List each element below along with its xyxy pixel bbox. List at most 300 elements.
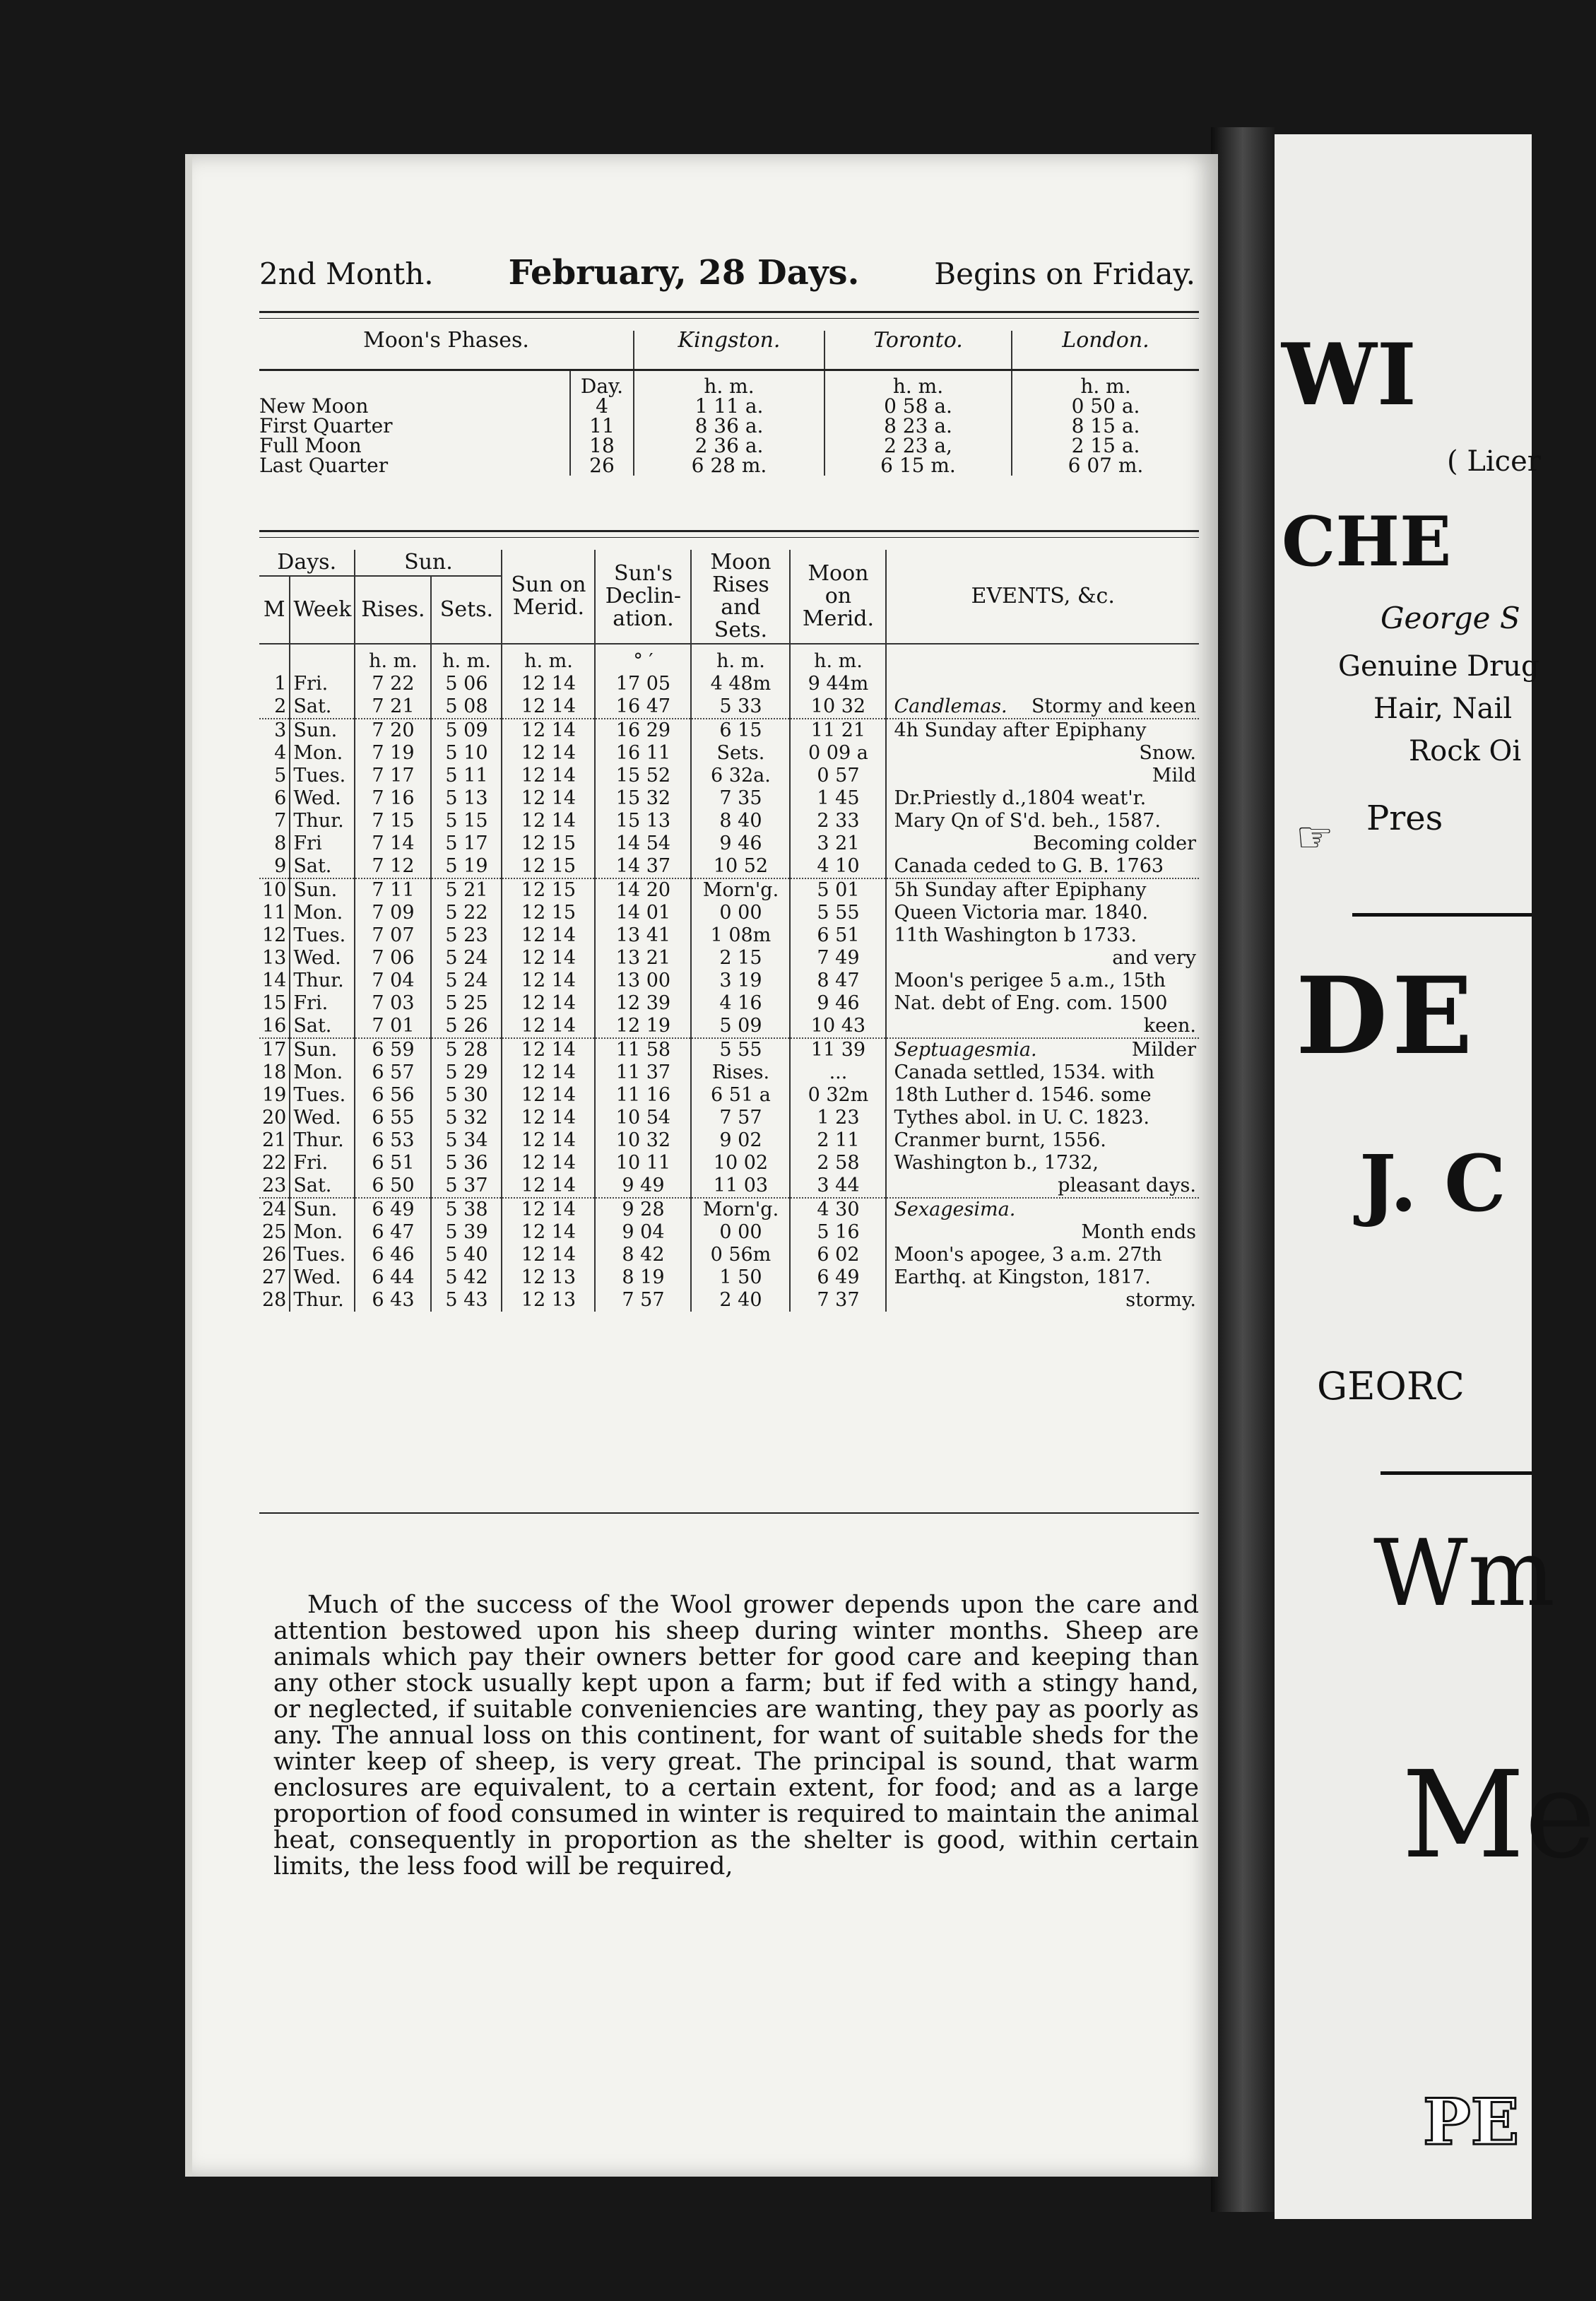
moon-merid: 2 33 <box>790 810 886 832</box>
sun-merid: 12 14 <box>502 1198 595 1221</box>
weekday: Fri. <box>290 1152 355 1175</box>
sunset: 5 38 <box>431 1198 502 1221</box>
weekday: Mon. <box>290 742 355 765</box>
event-text: Cranmer burnt, 1556. <box>894 1129 1106 1151</box>
units-rises: h. m. <box>355 644 431 673</box>
calendar-table <box>259 550 1199 1312</box>
book-gutter <box>1211 127 1275 2212</box>
event-text: 18th Luther d. 1546. some <box>894 1084 1152 1106</box>
day-number: 24 <box>259 1198 290 1221</box>
sunset: 5 30 <box>431 1084 502 1107</box>
sunset: 5 25 <box>431 992 502 1015</box>
moon-merid: 10 43 <box>790 1015 886 1038</box>
sun-merid: 12 14 <box>502 810 595 832</box>
day-number: 11 <box>262 902 287 924</box>
weekday: Wed. <box>290 787 355 810</box>
advert-line: George S <box>1381 601 1520 635</box>
event-cell <box>886 719 1199 742</box>
calendar-row <box>259 878 1199 902</box>
day-number: 10 <box>259 878 290 902</box>
moon-rise-set: 10 52 <box>691 855 790 878</box>
phase-name: Last Quarter <box>259 454 389 477</box>
weather-note: pleasant days. <box>1058 1175 1196 1196</box>
hm-label: h. m. <box>1080 375 1131 398</box>
sun-merid: 12 14 <box>502 924 595 947</box>
units-blank <box>290 644 355 673</box>
sun-merid: 12 13 <box>502 1289 595 1312</box>
sunrise: 7 22 <box>355 673 431 695</box>
event-cell <box>886 832 1199 855</box>
kingston-times <box>634 370 824 476</box>
sunrise: 6 57 <box>355 1061 431 1084</box>
event-cell <box>886 765 1199 787</box>
declination: 14 20 <box>595 878 691 902</box>
phase-days <box>570 370 634 476</box>
event-cell <box>886 1061 1199 1084</box>
calendar-row <box>259 1266 1199 1289</box>
sunset: 5 26 <box>431 1015 502 1038</box>
calendar-row <box>259 1129 1199 1152</box>
day-number: 6 <box>274 787 287 809</box>
moon-rise-set: 4 48m <box>691 673 790 695</box>
events-header: EVENTS, &c. <box>886 550 1199 644</box>
event-cell <box>886 992 1199 1015</box>
moon-merid: 11 21 <box>790 719 886 742</box>
day-number: 17 <box>259 1038 290 1061</box>
advert-line: CHE <box>1282 502 1452 582</box>
day-number: 14 <box>262 970 287 991</box>
units-moon-merid: h. m. <box>790 644 886 673</box>
sunrise: 7 15 <box>355 810 431 832</box>
declination: 13 41 <box>595 924 691 947</box>
declination-header: Sun's Declin-ation. <box>595 550 691 644</box>
event-cell <box>886 1175 1199 1198</box>
sunset: 5 19 <box>431 855 502 878</box>
pointing-hand-icon: ☞ <box>1296 813 1334 862</box>
weekday: Sat. <box>290 695 355 719</box>
sunrise: 7 03 <box>355 992 431 1015</box>
declination: 17 05 <box>595 673 691 695</box>
sunset: 5 15 <box>431 810 502 832</box>
advert-line: Genuine Drug <box>1338 650 1539 683</box>
declination: 7 57 <box>595 1289 691 1312</box>
sunrise: 7 04 <box>355 970 431 992</box>
weekday: Mon. <box>290 902 355 924</box>
sunrise: 6 53 <box>355 1129 431 1152</box>
weather-note: and very <box>1112 947 1196 969</box>
event-cell <box>886 1289 1199 1312</box>
sets-header: Sets. <box>431 576 502 644</box>
moon-merid: 6 49 <box>790 1266 886 1289</box>
weekday: Sun. <box>290 1038 355 1061</box>
moon-merid: 0 09 a <box>790 742 886 765</box>
declination: 11 37 <box>595 1061 691 1084</box>
moon-merid: 4 10 <box>790 855 886 878</box>
sun-merid: 12 14 <box>502 992 595 1015</box>
sun-merid: 12 15 <box>502 878 595 902</box>
day-number: 2 <box>274 695 287 717</box>
sun-merid: 12 14 <box>502 742 595 765</box>
day-number: 28 <box>262 1289 287 1311</box>
sun-merid: 12 14 <box>502 970 595 992</box>
sunset: 5 11 <box>431 765 502 787</box>
advert-rule <box>1381 1471 1532 1475</box>
moon-merid-header: Moon on Merid. <box>790 550 886 644</box>
london-time: 2 15 a. <box>1071 434 1140 457</box>
advert-line: Rock Oi <box>1409 735 1522 767</box>
weekday: Thur. <box>290 1129 355 1152</box>
moon-merid: ... <box>790 1061 886 1084</box>
sunset: 5 32 <box>431 1107 502 1129</box>
weekday: Mon. <box>290 1061 355 1084</box>
moon-merid: 0 57 <box>790 765 886 787</box>
weekday: Sat. <box>290 1175 355 1198</box>
day-number: 15 <box>262 992 287 1014</box>
sunrise: 7 17 <box>355 765 431 787</box>
days-header: Days. <box>259 550 355 576</box>
day-number: 5 <box>274 765 287 787</box>
units-sets: h. m. <box>431 644 502 673</box>
calendar-row <box>259 1221 1199 1244</box>
calendar-row <box>259 1152 1199 1175</box>
moon-rise-set: 2 40 <box>691 1289 790 1312</box>
event-cell <box>886 1015 1199 1038</box>
event-cell <box>886 924 1199 947</box>
almanac-page <box>185 154 1218 2177</box>
moon-merid: 1 23 <box>790 1107 886 1129</box>
calendar-row <box>259 1015 1199 1038</box>
event-text: Earthq. at Kingston, 1817. <box>894 1266 1151 1288</box>
moon-rises-header: Moon Rises and Sets. <box>691 550 790 644</box>
sunrise: 6 55 <box>355 1107 431 1129</box>
weekday: Tues. <box>290 1244 355 1266</box>
sunset: 5 39 <box>431 1221 502 1244</box>
sunset: 5 40 <box>431 1244 502 1266</box>
declination: 14 01 <box>595 902 691 924</box>
phase-names <box>259 370 570 476</box>
event-text: Sexagesima. <box>894 1199 1016 1220</box>
kingston-header: Kingston. <box>634 331 824 370</box>
calendar-row <box>259 947 1199 970</box>
day-number: 23 <box>262 1175 287 1196</box>
moon-merid: 2 11 <box>790 1129 886 1152</box>
moon-rise-set: 0 00 <box>691 1221 790 1244</box>
m-header: M <box>263 597 285 622</box>
moon-rise-set: 4 16 <box>691 992 790 1015</box>
advert-line: PE <box>1423 2085 1520 2160</box>
event-cell <box>886 878 1199 902</box>
london-times <box>1012 370 1199 476</box>
phase-name: New Moon <box>259 394 369 418</box>
declination: 11 16 <box>595 1084 691 1107</box>
event-cell <box>886 1198 1199 1221</box>
declination: 8 42 <box>595 1244 691 1266</box>
event-cell <box>886 1266 1199 1289</box>
calendar-row <box>259 1038 1199 1061</box>
sunrise: 6 43 <box>355 1289 431 1312</box>
declination: 13 00 <box>595 970 691 992</box>
advert-line: Me <box>1402 1746 1596 1885</box>
begins-label: Begins on Friday. <box>934 257 1195 291</box>
event-cell <box>886 902 1199 924</box>
weekday: Sun. <box>290 1198 355 1221</box>
sun-merid: 12 14 <box>502 673 595 695</box>
declination: 16 29 <box>595 719 691 742</box>
sun-merid: 12 14 <box>502 1244 595 1266</box>
calendar-row <box>259 1244 1199 1266</box>
event-cell <box>886 695 1199 719</box>
sun-merid: 12 14 <box>502 1175 595 1198</box>
weekday: Thur. <box>290 810 355 832</box>
weather-note: stormy. <box>1125 1289 1196 1311</box>
calendar-row <box>259 832 1199 855</box>
sunset: 5 34 <box>431 1129 502 1152</box>
weekday: Wed. <box>290 947 355 970</box>
day-number: 1 <box>274 673 287 695</box>
kingston-time: 1 11 a. <box>694 394 764 418</box>
advert-line: Wm <box>1373 1519 1555 1627</box>
weekday: Fri. <box>290 992 355 1015</box>
sunrise: 6 44 <box>355 1266 431 1289</box>
day-number: 25 <box>262 1221 287 1243</box>
day-number: 4 <box>274 742 287 764</box>
london-time: 0 50 a. <box>1071 394 1140 418</box>
moon-rise-set: 8 40 <box>691 810 790 832</box>
calendar-body <box>259 673 1199 1312</box>
sunrise: 7 21 <box>355 695 431 719</box>
calendar-row <box>259 1084 1199 1107</box>
declination: 10 32 <box>595 1129 691 1152</box>
weekday: Wed. <box>290 1266 355 1289</box>
moon-rise-set: 6 51 a <box>691 1084 790 1107</box>
sunrise: 7 16 <box>355 787 431 810</box>
calendar-row <box>259 695 1199 719</box>
sunset: 5 22 <box>431 902 502 924</box>
declination: 14 37 <box>595 855 691 878</box>
phase-day: 4 <box>596 394 608 418</box>
event-cell <box>886 742 1199 765</box>
sun-merid: 12 14 <box>502 1038 595 1061</box>
moon-merid: 2 58 <box>790 1152 886 1175</box>
moon-merid: 6 02 <box>790 1244 886 1266</box>
sunset: 5 28 <box>431 1038 502 1061</box>
phases-rule <box>259 530 1199 532</box>
advert-line: Hair, Nail <box>1373 693 1513 725</box>
event-text: Canada ceded to G. B. 1763 <box>894 855 1164 877</box>
moon-merid: 3 44 <box>790 1175 886 1198</box>
weekday: Sat. <box>290 1015 355 1038</box>
toronto-times <box>824 370 1012 476</box>
london-time: 8 15 a. <box>1071 414 1140 437</box>
london-time: 6 07 m. <box>1068 454 1144 477</box>
moon-phases-header: Moon's Phases. <box>259 331 634 370</box>
advert-line: DE <box>1296 954 1477 1078</box>
toronto-time: 0 58 a. <box>884 394 952 418</box>
sun-merid: 12 14 <box>502 719 595 742</box>
sunrise: 7 06 <box>355 947 431 970</box>
day-number: 7 <box>274 810 287 832</box>
toronto-time: 2 23 a, <box>884 434 952 457</box>
moon-rise-set: 0 00 <box>691 902 790 924</box>
toronto-header: Toronto. <box>824 331 1012 370</box>
moon-rise-set: 2 15 <box>691 947 790 970</box>
declination: 14 54 <box>595 832 691 855</box>
event-cell <box>886 855 1199 878</box>
declination: 12 19 <box>595 1015 691 1038</box>
day-number: 16 <box>262 1015 287 1037</box>
moon-rise-set: 9 46 <box>691 832 790 855</box>
phases-rule-thin <box>259 537 1199 538</box>
advert-line: J. C <box>1359 1138 1506 1229</box>
day-number: 3 <box>259 719 290 742</box>
sunrise: 7 20 <box>355 719 431 742</box>
sun-merid: 12 14 <box>502 1107 595 1129</box>
weekday: Sat. <box>290 855 355 878</box>
sunset: 5 10 <box>431 742 502 765</box>
sunrise: 7 11 <box>355 878 431 902</box>
moon-merid: 5 55 <box>790 902 886 924</box>
calendar-row <box>259 992 1199 1015</box>
sun-merid: 12 14 <box>502 787 595 810</box>
sun-merid: 12 15 <box>502 902 595 924</box>
declination: 9 04 <box>595 1221 691 1244</box>
moon-rise-set: 5 55 <box>691 1038 790 1061</box>
sunset: 5 21 <box>431 878 502 902</box>
header-rule <box>259 311 1199 313</box>
calendar-row <box>259 970 1199 992</box>
sunrise: 7 09 <box>355 902 431 924</box>
event-cell <box>886 787 1199 810</box>
event-cell <box>886 947 1199 970</box>
day-number: 13 <box>262 947 287 969</box>
hm-label: h. m. <box>704 375 755 398</box>
toronto-time: 6 15 m. <box>880 454 956 477</box>
calendar-row <box>259 924 1199 947</box>
toronto-time: 8 23 a. <box>884 414 952 437</box>
advert-line: Pres <box>1366 799 1443 838</box>
sunrise: 6 50 <box>355 1175 431 1198</box>
sunset: 5 13 <box>431 787 502 810</box>
moon-merid: 7 37 <box>790 1289 886 1312</box>
sunset: 5 24 <box>431 947 502 970</box>
calendar-row <box>259 810 1199 832</box>
declination: 13 21 <box>595 947 691 970</box>
weekday: Sun. <box>290 719 355 742</box>
sunset: 5 24 <box>431 970 502 992</box>
kingston-time: 8 36 a. <box>694 414 764 437</box>
sun-header: Sun. <box>355 550 502 576</box>
weather-note: Snow. <box>1139 742 1196 764</box>
moon-rise-set: 1 08m <box>691 924 790 947</box>
moon-merid: 3 21 <box>790 832 886 855</box>
weekday: Mon. <box>290 1221 355 1244</box>
event-cell <box>886 1244 1199 1266</box>
moon-merid: 7 49 <box>790 947 886 970</box>
moon-rise-set: 5 33 <box>691 695 790 719</box>
sun-merid: 12 14 <box>502 765 595 787</box>
day-number: 18 <box>262 1061 287 1083</box>
calendar-row <box>259 787 1199 810</box>
sunset: 5 06 <box>431 673 502 695</box>
phase-name: First Quarter <box>259 414 393 437</box>
declination: 16 11 <box>595 742 691 765</box>
table-bottom-rule <box>259 1512 1199 1514</box>
declination: 15 32 <box>595 787 691 810</box>
sunset: 5 36 <box>431 1152 502 1175</box>
moon-rise-set: 7 57 <box>691 1107 790 1129</box>
sun-merid-header: Sun on Merid. <box>502 550 595 644</box>
event-cell <box>886 673 1199 695</box>
sun-merid: 12 14 <box>502 1152 595 1175</box>
sun-merid: 12 14 <box>502 695 595 719</box>
weather-note: Month ends <box>1081 1221 1196 1243</box>
event-text: Washington b., 1732, <box>894 1152 1099 1174</box>
weather-note: Stormy and keen <box>1031 695 1196 717</box>
moon-rise-set: 10 02 <box>691 1152 790 1175</box>
page-title: February, 28 Days. <box>508 253 860 293</box>
advert-line: GEORC <box>1317 1364 1465 1408</box>
moon-rise-set: 11 03 <box>691 1175 790 1198</box>
event-text: 11th Washington b 1733. <box>894 924 1137 946</box>
weather-note: keen. <box>1143 1015 1196 1037</box>
moon-rise-set: 9 02 <box>691 1129 790 1152</box>
facing-advert-page <box>1275 134 1596 2219</box>
sunset: 5 17 <box>431 832 502 855</box>
event-text: Mary Qn of S'd. beh., 1587. <box>894 810 1161 832</box>
moon-merid: 4 30 <box>790 1198 886 1221</box>
event-text: Canada settled, 1534. with <box>894 1061 1155 1083</box>
event-text: Moon's apogee, 3 a.m. 27th <box>894 1244 1162 1266</box>
calendar-row <box>259 1198 1199 1221</box>
declination: 8 19 <box>595 1266 691 1289</box>
sun-merid: 12 14 <box>502 1015 595 1038</box>
sun-merid: 12 15 <box>502 832 595 855</box>
sunrise: 7 12 <box>355 855 431 878</box>
moon-rise-set: Rises. <box>691 1061 790 1084</box>
day-number: 26 <box>262 1244 287 1266</box>
moon-merid: 6 51 <box>790 924 886 947</box>
declination: 10 11 <box>595 1152 691 1175</box>
weekday: Fri. <box>290 673 355 695</box>
moon-merid: 9 46 <box>790 992 886 1015</box>
weather-note: Milder <box>1131 1039 1196 1061</box>
declination: 9 49 <box>595 1175 691 1198</box>
units-merid: h. m. <box>502 644 595 673</box>
event-text: 4h Sunday after Epiphany <box>894 719 1147 741</box>
phase-day: 11 <box>589 414 615 437</box>
sunset: 5 29 <box>431 1061 502 1084</box>
sunset: 5 42 <box>431 1266 502 1289</box>
header-rule-thin <box>259 318 1199 319</box>
calendar-row <box>259 1061 1199 1084</box>
day-number: 8 <box>274 832 287 854</box>
moon-rise-set: Morn'g. <box>691 878 790 902</box>
declination: 16 47 <box>595 695 691 719</box>
units-decl: ° ′ <box>595 644 691 673</box>
event-text: Tythes abol. in U. C. 1823. <box>894 1107 1149 1129</box>
month-label: 2nd Month. <box>259 257 434 291</box>
moon-rise-set: 3 19 <box>691 970 790 992</box>
weather-note: Mild <box>1152 765 1196 787</box>
advert-line: ( Licer <box>1447 445 1541 478</box>
event-cell <box>886 1152 1199 1175</box>
sunset: 5 43 <box>431 1289 502 1312</box>
sun-merid: 12 15 <box>502 855 595 878</box>
moon-merid: 11 39 <box>790 1038 886 1061</box>
wool-paragraph: Much of the success of the Wool grower depends upon the care and attention bestowed upon his sheep during winter months. Sheep are animals which pay their owners better for good care and keeping than any other stock usually kept upon a farm; but if fed with a stingy hand, or neglected, if suitable conveniencies are wanting, they pay as poorly as any. The annual loss on this continent, for want of suitable sheds for the winter keep of sheep, is very great. The principal is sound, that warm enclosures are equivalent, to a certain extent, for food; and as a large proportion of food consumed in winter is required to maintain the animal heat, consequently in proportion as the shelter is good, within certain limits, the less food will be required, <box>273 1591 1199 1881</box>
phase-day: 18 <box>589 434 615 457</box>
phase-day: 26 <box>589 454 615 477</box>
